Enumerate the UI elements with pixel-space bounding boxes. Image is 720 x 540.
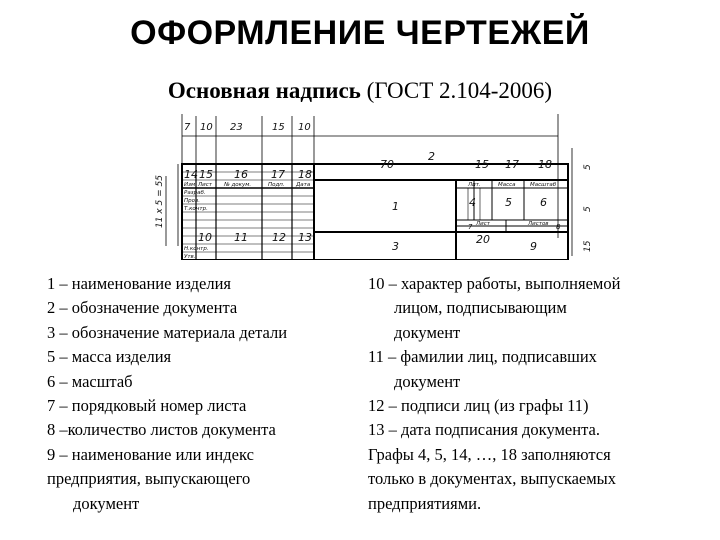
- field-12: 12: [272, 231, 286, 244]
- field-15: 15: [199, 168, 213, 181]
- dim-right-3: 15: [583, 240, 593, 252]
- dim-7: 7: [184, 122, 191, 133]
- legend-item: 9 – наименование или индекс: [47, 444, 254, 464]
- legend-item: 12 – подписи лиц (из графы 11): [368, 396, 589, 416]
- legend-item: 3 – обозначение материала детали: [47, 322, 288, 342]
- label-tkontr: Т.контр.: [184, 206, 208, 212]
- field-14: 14: [184, 168, 198, 181]
- dim-left: 11 x 5 = 55: [155, 175, 165, 228]
- legend-item: Графы 4, 5, 14, …, 18 заполняются: [368, 444, 611, 464]
- legend-item: 5 – масса изделия: [47, 347, 172, 367]
- field-18r: 18: [538, 158, 552, 171]
- field-16: 16: [234, 168, 248, 181]
- field-18: 18: [298, 168, 312, 181]
- field-10: 10: [198, 231, 212, 244]
- legend-item: 11 – фамилии лиц, подписавших: [368, 347, 597, 367]
- legend-item: 6 – масштаб: [47, 371, 133, 391]
- label-doc: № докум.: [224, 182, 252, 188]
- legend-item: предприятиями.: [368, 493, 482, 513]
- field-2: 2: [428, 150, 435, 163]
- field-8: 8: [556, 223, 561, 231]
- legend-item: предприятия, выпускающего: [47, 469, 251, 489]
- field-7: 7: [468, 223, 473, 231]
- dim-10b: 10: [298, 122, 311, 133]
- field-17r: 17: [505, 158, 519, 171]
- field-13: 13: [298, 231, 312, 244]
- subtitle-bold: Основная надпись: [167, 78, 361, 103]
- legend-item: документ: [394, 371, 461, 391]
- dim-right-1: 5: [583, 164, 593, 170]
- label-listov: Листов: [528, 221, 549, 227]
- field-5: 5: [505, 196, 512, 209]
- legend-item: 8 –количество листов документа: [47, 420, 276, 440]
- legend-item: 10 – характер работы, выполняемой: [368, 274, 621, 293]
- field-11: 11: [234, 231, 248, 244]
- page-title: ОФОРМЛЕНИЕ ЧЕРТЕЖЕЙ: [130, 14, 590, 52]
- legend-item: лицом, подписывающим: [394, 298, 567, 318]
- label-masshtab: Масштаб: [530, 182, 557, 188]
- legend-item: 2 – обозначение документа: [47, 298, 238, 318]
- label-data: Дата: [296, 182, 311, 188]
- field-17: 17: [271, 168, 285, 181]
- label-izm: Изм.: [184, 182, 197, 188]
- dim-right-2: 5: [583, 206, 593, 212]
- legend-item: 13 – дата подписания документа.: [368, 420, 600, 440]
- legend-item: 1 – наименование изделия: [47, 274, 232, 293]
- dim-23: 23: [230, 122, 243, 133]
- field-15r: 15: [475, 158, 489, 171]
- legend-item: только в документах, выпускаемых: [368, 469, 617, 489]
- label-utv: Утв.: [184, 254, 196, 260]
- field-20: 20: [476, 233, 490, 246]
- label-list-r: Лист: [476, 221, 490, 227]
- dim-10: 10: [200, 122, 213, 133]
- legend-item: документ: [73, 493, 140, 513]
- label-lit: Лит.: [468, 182, 481, 188]
- field-3: 3: [392, 240, 399, 253]
- legend-right: [368, 272, 620, 516]
- page-subtitle: [0, 78, 720, 104]
- label-nkontr: Н.контр.: [184, 246, 209, 252]
- subtitle-rest: (ГОСТ 2.104-2006): [360, 78, 553, 103]
- label-podp: Подп.: [268, 182, 285, 188]
- label-massa: Масса: [498, 182, 516, 188]
- field-9: 9: [530, 240, 537, 253]
- label-razrab: Разраб.: [184, 190, 206, 196]
- legend-left: [47, 272, 287, 516]
- field-4: 4: [469, 196, 476, 209]
- field-70: 70: [380, 158, 394, 171]
- field-6: 6: [540, 196, 547, 209]
- label-list: Лист: [198, 182, 212, 188]
- title-block-drawing: [138, 108, 608, 260]
- label-prov: Пров.: [184, 198, 200, 204]
- dim-15: 15: [272, 122, 285, 133]
- legend-item: 7 – порядковый номер листа: [47, 396, 247, 416]
- field-1: 1: [392, 200, 399, 213]
- legend-item: документ: [394, 322, 461, 342]
